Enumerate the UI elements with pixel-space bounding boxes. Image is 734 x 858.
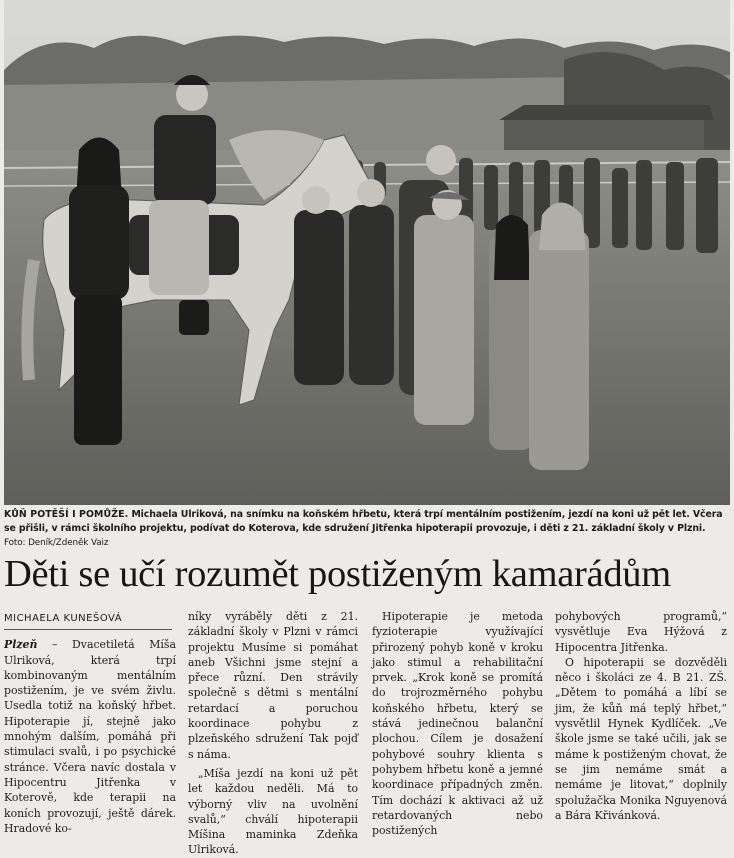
column-4-paragraph-1: pohybových programů,“ vysvětluje Eva Hýžová z Hipocentra Jitřenka. — [555, 610, 727, 654]
article-column-1 — [4, 611, 176, 836]
column-3-paragraph-1: Hipoterapie je metoda fyzioterapie využívající přirozený pohyb koně v kroku jako stimul a rehabilitační prvek. „Krok koně se promítá do trojrozměrného pohybu koňského hřbetu, který se stává jedinečnou balanční plochou. Cílem je dosažení pohybové souhry klienta s pohybem hřbetu koně a jemné koordinace případných změn. Tím dochází k aktivaci až už retardovaných nebo postižených — [372, 610, 543, 838]
org-name-b: s náma. — [188, 747, 231, 761]
caption-head: KŮŇ POTĚŠÍ I POMŮŽE. — [4, 509, 129, 520]
org-name-a: Tak pojď — [308, 732, 358, 746]
photo-horse-therapy — [4, 0, 730, 505]
dateline: Plzeň — [4, 638, 38, 652]
author-byline: MICHAELA KUNEŠOVÁ — [4, 611, 172, 630]
article-column-4 — [555, 609, 727, 823]
caption-text: Michaela Ulriková, na snímku na koňském hřbetu, která trpí mentálním postižením, jezdí na koni už pět let. Včera se přišli, v rámci školního projektu, podívat do Koterova, kde sdružení Jitřenka hipoterapii provozuje, i děti z 21. základní školy v Plzni. — [4, 509, 723, 534]
article-column-3 — [372, 609, 543, 838]
news-photo — [4, 0, 730, 505]
photo-caption — [4, 508, 730, 550]
column-2-paragraph-1 — [188, 609, 358, 762]
photo-credit: Foto: Deník/Zdeněk Vaiz — [4, 538, 109, 548]
article-headline: Děti se učí rozumět postiženým kamarádům — [4, 553, 671, 595]
column-1-paragraph — [4, 637, 176, 836]
column-4-paragraph-2: O hipoterapii se dozvěděli něco i školáci ze 4. B 21. ZŠ. „Dětem to pomáhá a líbí se jim, že kůň má teplý hřbet,“ vysvětlil Hynek Kydlíček. „Ve škole jsme se také učili, jak se máme k postiženým chovat, že se jim nemáme smát a nemáme je litovat,“ doplnily spolužačka Monika Nguyenová a Bára Křivánková. — [555, 655, 727, 822]
column-2-text-a: níky vyráběly děti z 21. základní školy v Plzni v rámci projektu Musíme si pomáhat aneb Všichni jsme stejní a přece různí. Den strávily společně s dětmi s mentální retardací a poruchou koordinace pohybu z plzeňského sdružení — [188, 610, 358, 746]
article-column-2 — [188, 609, 358, 858]
column-2-paragraph-2: „Míša jezdí na koni už pět let každou neděli. Má to výborný vliv na uvolnění svalů,“ chválí hipoterapii Míšina maminka Zdeňka Ulriková. — [188, 766, 358, 857]
column-1-text: – Dvacetiletá Míša Ulriková, která trpí kombinovaným mentálním postižením, je ve svém živlu. Usedla totiž na koňský hřbet. Hipoterapie jí, stejně jako mnohým dalším, pomáhá při stimulaci svalů, i po psychické stránce. Včera navíc dostala v Hipocentru Jitřenka v Koterově, kde terapii na koních provozují, ještě dárek. Hradové ko- — [4, 638, 176, 835]
